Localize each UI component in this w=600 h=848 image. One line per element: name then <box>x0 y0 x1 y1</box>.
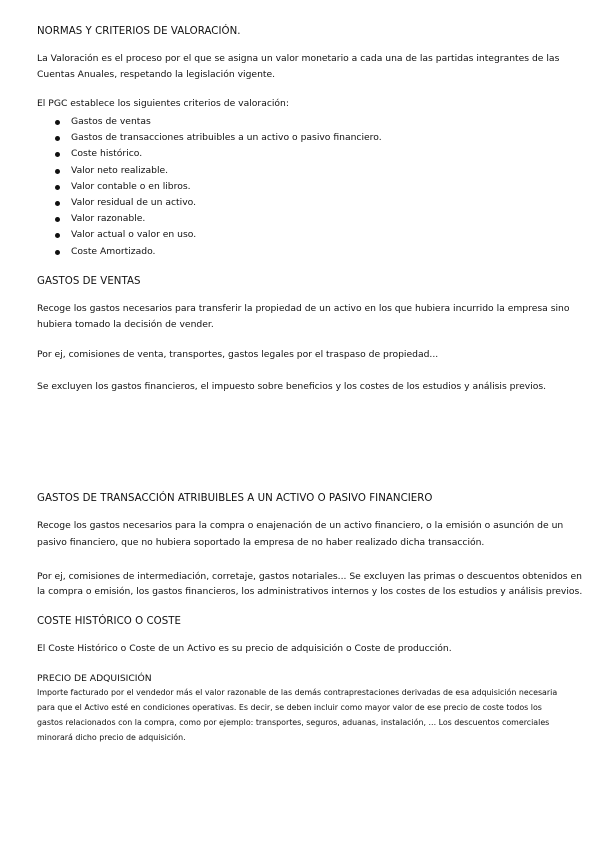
document-title: NORMAS Y CRITERIOS DE VALORACIÓN. <box>37 26 241 37</box>
ventas-p2: Por ej, comisiones de venta, transportes, gastos legales por el traspaso de propiedad... <box>37 349 439 360</box>
list-item: Valor actual o valor en uso. <box>55 227 382 243</box>
ventas-p1-line-1: Recoge los gastos necesarios para transferir la propiedad de un activo en los que hubiera incurrido la empresa sino <box>37 303 570 314</box>
list-item: Valor neto realizable. <box>55 163 382 179</box>
bullet-icon <box>55 120 60 125</box>
section-heading-ventas: GASTOS DE VENTAS <box>37 276 141 287</box>
bullet-icon <box>55 201 60 206</box>
adquisicion-line-2: para que el Activo esté en condiciones operativas. Es decir, se deben incluir como mayor valor de ese precio de coste todos los <box>37 703 542 712</box>
section-heading-historico: COSTE HISTÓRICO O COSTE <box>37 616 181 627</box>
adquisicion-line-4: minorará dicho precio de adquisición. <box>37 733 186 742</box>
section-heading-transaccion: GASTOS DE TRANSACCIÓN ATRIBUIBLES A UN ACTIVO O PASIVO FINANCIERO <box>37 493 433 504</box>
ventas-p1-line-2: hubiera tomado la decisión de vender. <box>37 319 214 330</box>
intro-line-1: La Valoración es el proceso por el que se asigna un valor monetario a cada una de las partidas integrantes de las <box>37 53 560 64</box>
list-item: Coste Amortizado. <box>55 244 382 260</box>
adquisicion-line-1: Importe facturado por el vendedor más el valor razonable de las demás contraprestaciones derivadas de esa adquisición necesaria <box>37 688 558 697</box>
list-item: Coste histórico. <box>55 146 382 162</box>
criteria-lead: El PGC establece los siguientes criterios de valoración: <box>37 98 289 109</box>
bullet-icon <box>55 233 60 238</box>
bullet-icon <box>55 185 60 190</box>
list-item: Valor contable o en libros. <box>55 179 382 195</box>
bullet-icon <box>55 250 60 255</box>
section-heading-adquisicion: PRECIO DE ADQUISICIÓN <box>37 673 152 684</box>
bullet-icon <box>55 169 60 174</box>
transaccion-p1-line-2: pasivo financiero, que no hubiera soportado la empresa de no haber realizado dicha transacción. <box>37 537 485 548</box>
transaccion-p2-line-2: la compra o emisión, los gastos financieros, los administrativos internos y los costes de los estudios y análisis previos. <box>37 586 583 597</box>
bullet-icon <box>55 136 60 141</box>
list-item: Gastos de ventas <box>55 114 382 130</box>
bullet-icon <box>55 152 60 157</box>
adquisicion-line-3: gastos relacionados con la compra, como por ejemplo: transportes, seguros, aduanas, instalación, ... Los descuentos comerciales <box>37 718 550 727</box>
transaccion-p1-line-1: Recoge los gastos necesarios para la compra o enajenación de un activo financiero, o la emisión o asunción de un <box>37 520 564 531</box>
ventas-p3: Se excluyen los gastos financieros, el impuesto sobre beneficios y los costes de los estudios y análisis previos. <box>37 381 547 392</box>
transaccion-p2-line-1: Por ej, comisiones de intermediación, corretaje, gastos notariales... Se excluyen las primas o descuentos obtenidos en <box>37 571 582 582</box>
intro-line-2: Cuentas Anuales, respetando la legislación vigente. <box>37 69 276 80</box>
bullet-icon <box>55 217 60 222</box>
criteria-list <box>55 114 382 260</box>
list-item: Gastos de transacciones atribuibles a un activo o pasivo financiero. <box>55 130 382 146</box>
list-item: Valor residual de un activo. <box>55 195 382 211</box>
list-item: Valor razonable. <box>55 211 382 227</box>
historico-p1: El Coste Histórico o Coste de un Activo es su precio de adquisición o Coste de producción. <box>37 643 452 654</box>
